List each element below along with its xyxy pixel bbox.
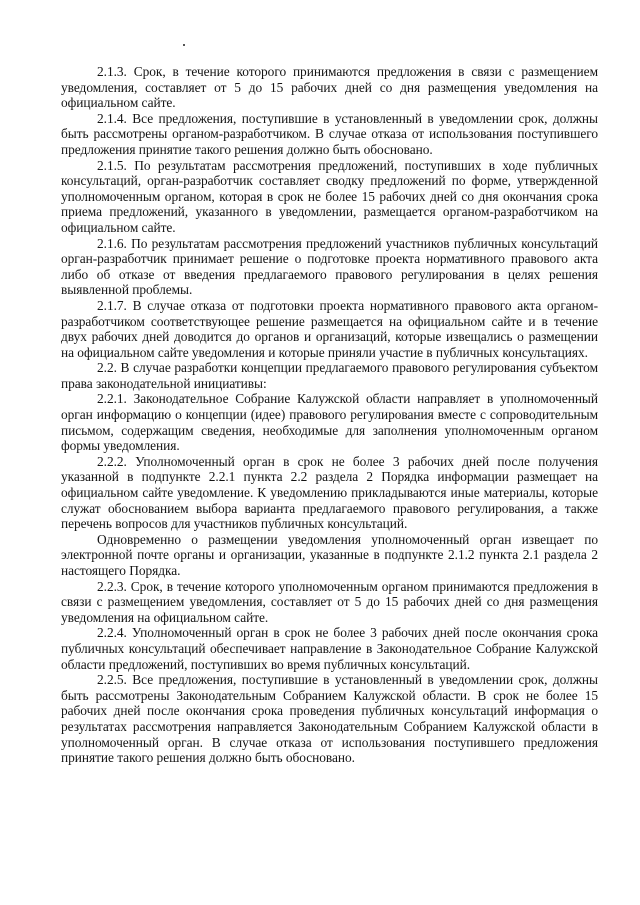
paragraph-2-1-6: 2.1.6. По результатам рассмотрения предложений участников публичных консультаций орган-разработчик принимает решение о подготовке проекта нормативного правового акта либо об отказе от введения предлагаемого правового регулирования в целях решения выявленной проблемы. bbox=[61, 235, 598, 298]
paragraph-simultaneous-notice: Одновременно о размещении уведомления уполномоченный орган извещает по электронной почте органы и организации, указанные в подпункте 2.1.2 пункта 2.1 раздела 2 настоящего Порядка. bbox=[61, 531, 598, 578]
paragraph-2-1-5: 2.1.5. По результатам рассмотрения предложений, поступивших в ходе публичных консультаций, орган-разработчик составляет сводку предложений по форме, утвержденной уполномоченным органом, которая в срок не более 15 рабочих дней со дня окончания срока приема предложений, указанного в уведомлении, размещается органом-разработчиком на официальном сайте. bbox=[61, 157, 598, 235]
paragraph-2-2-4: 2.2.4. Уполномоченный орган в срок не более 3 рабочих дней после окончания срока публичных консультаций обеспечивает направление в Законодательное Собрание Калужской области предложений, поступивших во время публичных консультаций. bbox=[61, 625, 598, 672]
paragraph-2-2: 2.2. В случае разработки концепции предлагаемого правового регулирования субъектом права законодательной инициативы: bbox=[61, 360, 598, 391]
paragraph-2-1-7: 2.1.7. В случае отказа от подготовки проекта нормативного правового акта органом-разработчиком соответствующее решение размещается на официальном сайте и в течение двух рабочих дней доводится до органов и организаций, которые извещались о размещении на официальном сайте уведомления и которые приняли участие в публичных консультациях. bbox=[61, 297, 598, 360]
paragraph-2-2-1: 2.2.1. Законодательное Собрание Калужской области направляет в уполномоченный орган информацию о концепции (идее) правового регулирования вместе с сопроводительным письмом, содержащим сведения, необходимые для заполнения уполномоченным органом формы уведомления. bbox=[61, 391, 598, 454]
paragraph-2-2-5: 2.2.5. Все предложения, поступившие в установленный в уведомлении срок, должны быть рассмотрены Законодательным Собранием Калужской области. В срок не более 15 рабочих дней после окончания срока проведения публичных консультаций информация о результатах рассмотрения направляется Законодательным Собранием Калужской области в уполномоченный орган. В случае отказа от использования поступившего предложения принятие такого решения должно быть обосновано. bbox=[61, 672, 598, 766]
paragraph-2-1-3: 2.1.3. Срок, в течение которого принимаются предложения в связи с размещением уведомления, составляет от 5 до 15 рабочих дней со дня размещения уведомления на официальном сайте. bbox=[61, 64, 598, 111]
paragraph-2-1-4: 2.1.4. Все предложения, поступившие в установленный в уведомлении срок, должны быть рассмотрены органом-разработчиком. В случае отказа от использования поступившего предложения принятие такого решения должно быть обосновано. bbox=[61, 110, 598, 157]
paragraph-2-2-2: 2.2.2. Уполномоченный орган в срок не более 3 рабочих дней после получения указанной в подпункте 2.2.1 пункта 2.2 раздела 2 Порядка информации размещает на официальном сайте уведомление. К уведомлению прикладываются иные материалы, которые служат обоснованием выбора варианта предлагаемого правового регулирования, а также перечень вопросов для участников публичных консультаций. bbox=[61, 453, 598, 532]
paragraph-2-2-3: 2.2.3. Срок, в течение которого уполномоченным органом принимаются предложения в связи с размещением уведомления, составляет от 5 до 15 рабочих дней со дня размещения уведомления на официальном сайте. bbox=[61, 578, 598, 625]
document-body bbox=[61, 64, 598, 766]
scan-speck bbox=[183, 44, 185, 46]
